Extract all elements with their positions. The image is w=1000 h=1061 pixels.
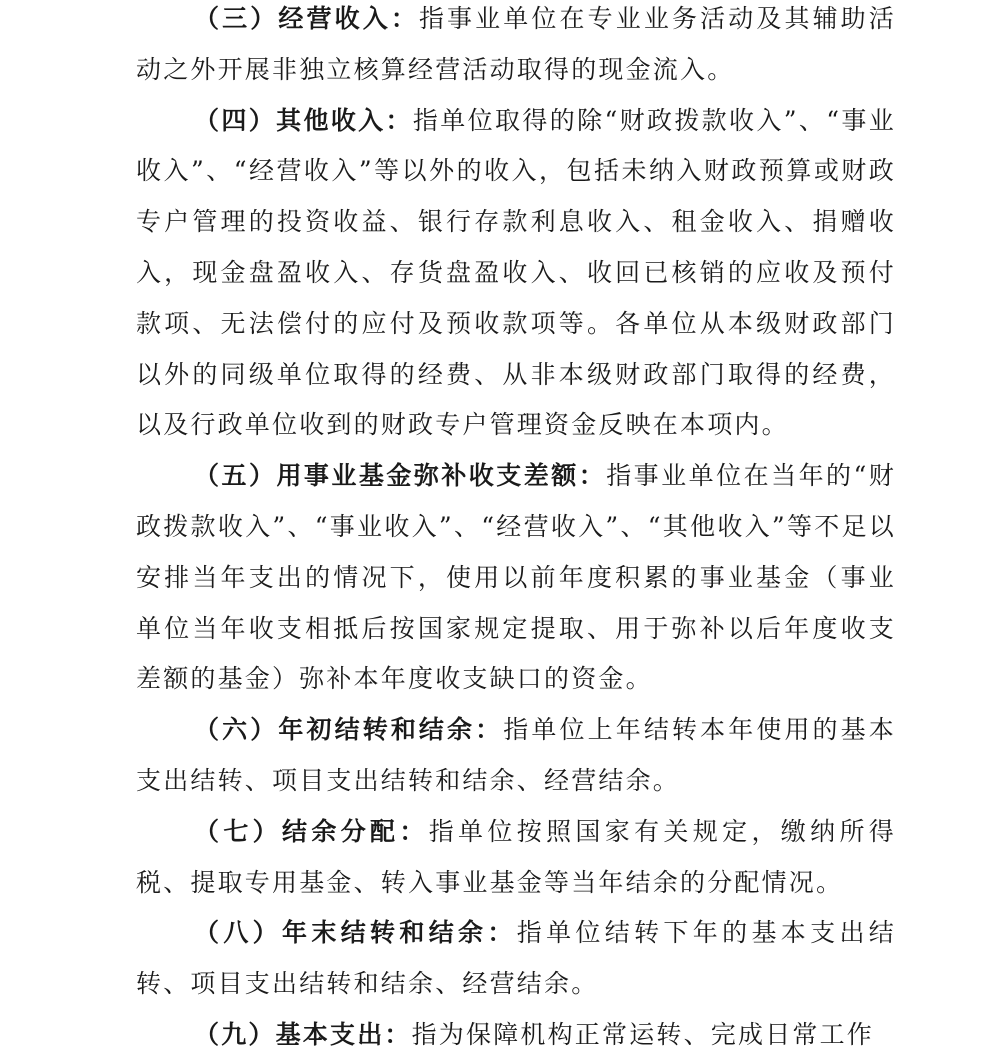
- paragraph-fund-offset: [136, 451, 896, 705]
- definition-text: 指单位取得的除“财政拨款收入”、“事业收入”、“经营收入”等以外的收入，包括未纳入财政预算或财政专户管理的投资收益、银行存款利息收入、租金收入、捐赠收入，现金盘盈收入、存货盘盈收入、收回已核销的应收及预付款项、无法偿付的应付及预收款项等。各单位从本级财政部门以外的同级单位取得的经费、从非本级财政部门取得的经费，以及行政单位收到的财政专户管理资金反映在本项内。: [136, 105, 896, 440]
- term-heading: （七）结余分配：: [194, 816, 429, 846]
- document-page: [136, 0, 896, 1061]
- term-heading: （五）用事业基金弥补收支差额：: [194, 461, 607, 491]
- term-heading: （八）年末结转和结余：: [194, 918, 517, 948]
- term-heading: （三）经营收入：: [194, 4, 419, 33]
- definition-text: 指事业单位在专业业务活动及其辅助活动之外开展非独立核算经营活动取得的现金流入。: [136, 4, 896, 84]
- term-heading: （四）其他收入：: [194, 105, 413, 135]
- definition-text: 指为保障机构正常运转、完成日常工作: [411, 1019, 875, 1049]
- term-heading: （六）年初结转和结余：: [194, 715, 504, 745]
- paragraph-operating-income: [136, 0, 896, 96]
- paragraph-surplus-distribution: [136, 807, 896, 909]
- definition-text: 指事业单位在当年的“财政拨款收入”、“事业收入”、“经营收入”、“其他收入”等不足以安排当年支出的情况下，使用以前年度积累的事业基金（事业单位当年收支相抵后按国家规定提取、用于弥补以后年度收支差额的基金）弥补本年度收支缺口的资金。: [136, 461, 896, 694]
- term-heading: （九）基本支出：: [194, 1019, 412, 1049]
- paragraph-other-income: [136, 96, 896, 452]
- definition-text: 指单位结转下年的基本支出结转、项目支出结转和结余、经营结余。: [136, 918, 896, 999]
- paragraph-closing-balance: [136, 908, 896, 1010]
- paragraph-basic-expenditure: [136, 1010, 896, 1061]
- paragraph-opening-balance: [136, 705, 896, 807]
- definition-text: 指单位上年结转本年使用的基本支出结转、项目支出结转和结余、经营结余。: [136, 715, 896, 795]
- definition-text: 指单位按照国家有关规定，缴纳所得税、提取专用基金、转入事业基金等当年结余的分配情况。: [136, 816, 896, 897]
